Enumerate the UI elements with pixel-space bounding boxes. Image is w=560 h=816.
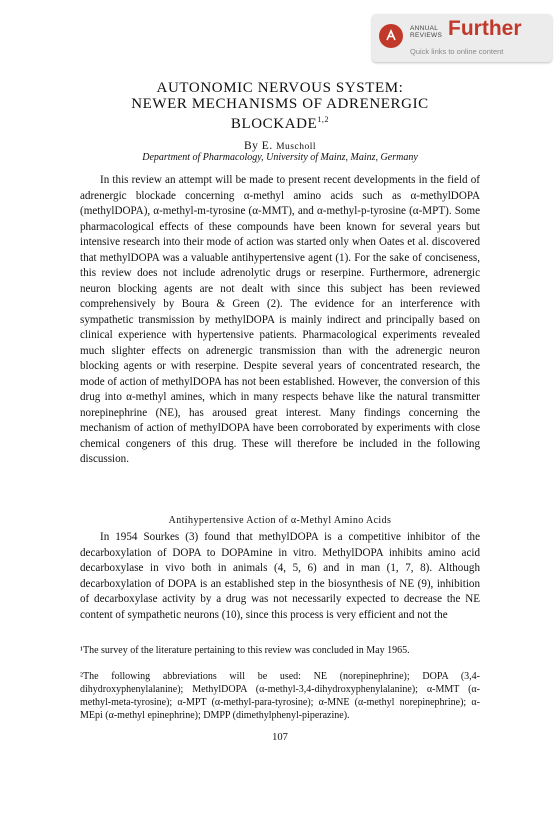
- title-line-1: AUTONOMIC NERVOUS SYSTEM:: [156, 80, 404, 96]
- affiliation: Department of Pharmacology, University of Mainz, Mainz, Germany: [142, 152, 418, 163]
- author-byline: By E. Muscholl: [244, 140, 316, 152]
- annual-reviews-logo-icon: [379, 24, 403, 48]
- paragraph-sourkes: In 1954 Sourkes (3) found that methylDOPA is a competitive inhibitor of the decarboxylation of DOPA to DOPAmine in vitro. MethylDOPA inhibits amino acid decarboxylase in vivo both in animals (4, 5, 6) and in man (1, 7, 8). Although decarboxylation of DOPA is an established step in the biosynthesis of NE (9), inhibition of decarboxylase activity by a drug was not necessarily expected to decrease the NE content of sympathetic neurons (10), since this process is very efficient and not the: [80, 531, 480, 621]
- annual-reviews-wordmark: ANNUAL REVIEWS: [410, 25, 443, 39]
- footnote-2: ²The following abbreviations will be used: NE (norepinephrine); DOPA (3,4-dihydroxyphenylalanine); MethylDOPA (α-methyl-3,4-dihydroxyphenylalanine); α-MMT (α-methyl-meta-tyrosine); α-MPT (α-methyl-para-tyrosine); α-MNE (α-methyl norepinephrine); α-MEpi (α-methyl epinephrine); DMPP (dimethylphenyl-piperazine).: [80, 671, 480, 721]
- further-label[interactable]: Further: [448, 17, 522, 40]
- page-number: 107: [272, 732, 288, 743]
- title-line-2: NEWER MECHANISMS OF ADRENERGIC: [131, 96, 429, 112]
- footnote-1: ¹The survey of the literature pertaining to this review was concluded in May 1965.: [80, 645, 410, 656]
- author-name: Muscholl: [276, 142, 316, 152]
- quick-links-label[interactable]: Quick links to online content: [410, 47, 504, 56]
- title-line-3: BLOCKADE$^{1,2}$: [230, 115, 330, 132]
- section-heading: Antihypertensive Action of α-Methyl Amino Acids: [168, 515, 392, 526]
- further-badge[interactable]: [372, 14, 552, 62]
- paragraph-intro: In this review an attempt will be made to present recent developments in the field of adrenergic blockade concerning α-methyl amino acids such as α-methylDOPA (methylDOPA), α-methyl-m-tyrosine (α-MMT), and α-methyl-p-tyrosine (α-MPT). Some pharmacological effects of these compounds have been known for several years but intensive research into their mode of action was started only when Oates et al. discovered that methylDOPA was a valuable antihypertensive agent (1). For the sake of conciseness, this review does not include adrenolytic drugs or reserpine. Furthermore, adrenergic neuron blocking agents are not dealt with since this subject has been reviewed comprehensively by Boura & Green (2). The evidence for an interference with sympathetic transmission by methylDOPA is mainly indirect and principally based on clinical experience with hypertensive patients. Pharmacological experiments revealed much slighter effects on adrenergic transmission than with the adrenergic neuron blocking agents or with reserpine. Despite several years of concentrated research, the mode of action of methylDOPA has not been established. However, the conversion of this drug into α-methyl amines, which in many respects behave like the natural transmitter norepinephrine (NE), has aroused great interest. Many findings concerning the mechanism of action of methylDOPA have been corroborated by experiments with close chemical congeners of this drug. These will therefore be included in the following discussion.: [80, 174, 480, 465]
